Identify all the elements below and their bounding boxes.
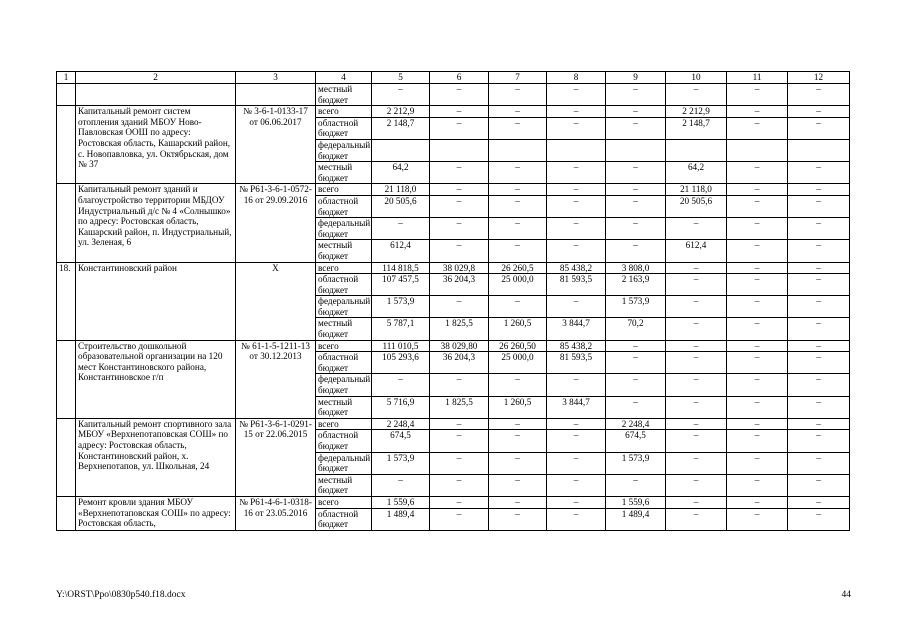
amount-cell: – [788, 474, 850, 496]
amount-cell: – [788, 508, 850, 530]
amount-cell: – [547, 418, 606, 430]
amount-cell: – [727, 318, 788, 340]
amount-cell: 2 148,7 [666, 117, 727, 139]
amount-cell [547, 139, 606, 161]
amount-cell: 2 163,9 [606, 274, 666, 296]
amount-cell: – [727, 418, 788, 430]
amount-cell: – [666, 274, 727, 296]
amount-cell: – [489, 430, 547, 452]
table-row [57, 106, 850, 118]
amount-cell: 26 260,5 [489, 262, 547, 274]
amount-cell: – [788, 184, 850, 196]
amount-cell: – [430, 452, 489, 474]
amount-cell: 1 559,6 [606, 496, 666, 508]
funding-source: всего [316, 106, 372, 118]
amount-cell: – [547, 195, 606, 217]
amount-cell: 25 000,0 [489, 352, 547, 374]
amount-cell: – [489, 296, 547, 318]
amount-cell: 3 844,7 [547, 318, 606, 340]
amount-cell: 3 844,7 [547, 396, 606, 418]
funding-source: областной бюджет [316, 352, 372, 374]
column-number: 1 [57, 72, 76, 84]
amount-cell: 1 573,9 [372, 296, 430, 318]
funding-source: областной бюджет [316, 117, 372, 139]
amount-cell: – [666, 508, 727, 530]
amount-cell: – [489, 418, 547, 430]
funding-source: местный бюджет [316, 318, 372, 340]
amount-cell: – [547, 240, 606, 262]
amount-cell: – [489, 84, 547, 106]
document-reference: № Р61-3-6-1-0291-15 от 22.06.2015 [236, 418, 316, 496]
amount-cell: – [788, 418, 850, 430]
column-number: 11 [727, 72, 788, 84]
amount-cell: – [666, 296, 727, 318]
amount-cell: – [606, 195, 666, 217]
amount-cell: 612,4 [372, 240, 430, 262]
amount-cell: – [666, 374, 727, 396]
amount-cell [788, 139, 850, 161]
amount-cell: – [788, 262, 850, 274]
amount-cell: 38 029,8 [430, 262, 489, 274]
funding-source: всего [316, 262, 372, 274]
funding-source: местный бюджет [316, 162, 372, 184]
amount-cell: 5 787,1 [372, 318, 430, 340]
amount-cell: – [606, 352, 666, 374]
funding-source: областной бюджет [316, 274, 372, 296]
amount-cell: 38 029,80 [430, 340, 489, 352]
amount-cell: – [727, 218, 788, 240]
amount-cell: – [788, 106, 850, 118]
amount-cell: 5 716,9 [372, 396, 430, 418]
funding-source: областной бюджет [316, 430, 372, 452]
amount-cell: – [547, 452, 606, 474]
amount-cell: – [666, 218, 727, 240]
amount-cell: – [547, 106, 606, 118]
column-number: 12 [788, 72, 850, 84]
amount-cell: – [489, 218, 547, 240]
document-reference: № 61-1-5-1211-13 от 30.12.2013 [236, 340, 316, 418]
amount-cell: – [430, 117, 489, 139]
object-name: Ремонт кровли здания МБОУ «Верхнепотаповская СОШ» по адресу: Ростовская область, [76, 496, 236, 530]
amount-cell: – [666, 262, 727, 274]
amount-cell: – [606, 474, 666, 496]
amount-cell: 36 204,3 [430, 274, 489, 296]
amount-cell: – [489, 452, 547, 474]
amount-cell: – [727, 352, 788, 374]
amount-cell: 2 148,7 [372, 117, 430, 139]
amount-cell: 1 559,6 [372, 496, 430, 508]
amount-cell: – [489, 195, 547, 217]
document-reference: № Р61-3-6-1-0572-16 от 29.09.2016 [236, 184, 316, 262]
amount-cell: 1 260,5 [489, 318, 547, 340]
item-number [57, 184, 76, 262]
amount-cell: – [788, 396, 850, 418]
amount-cell: – [430, 508, 489, 530]
amount-cell: 85 438,2 [547, 262, 606, 274]
amount-cell: – [606, 374, 666, 396]
amount-cell: – [547, 496, 606, 508]
amount-cell: 64,2 [372, 162, 430, 184]
item-number [57, 106, 76, 184]
object-name: Капитальный ремонт систем отопления зданий МБОУ Ново-Павловская ООШ по адресу: Ростовская область, Кашарский район, с. Новопавловка, ул. Октябрьская, дом № 37 [76, 106, 236, 184]
amount-cell: 674,5 [372, 430, 430, 452]
column-number: 9 [606, 72, 666, 84]
amount-cell: – [547, 374, 606, 396]
amount-cell: 612,4 [666, 240, 727, 262]
amount-cell: – [547, 184, 606, 196]
amount-cell: 105 293,6 [372, 352, 430, 374]
amount-cell: 1 573,9 [606, 452, 666, 474]
amount-cell: – [489, 508, 547, 530]
amount-cell: 2 248,4 [606, 418, 666, 430]
item-number [57, 340, 76, 418]
amount-cell: – [666, 452, 727, 474]
amount-cell: – [606, 340, 666, 352]
amount-cell: – [666, 84, 727, 106]
amount-cell: 20 505,6 [666, 195, 727, 217]
column-number-row [57, 72, 850, 84]
amount-cell: – [489, 496, 547, 508]
amount-cell: 1 573,9 [372, 452, 430, 474]
amount-cell: – [430, 296, 489, 318]
amount-cell: – [666, 496, 727, 508]
document-reference [236, 84, 316, 106]
funding-source: местный бюджет [316, 474, 372, 496]
amount-cell: – [372, 218, 430, 240]
amount-cell: – [547, 117, 606, 139]
amount-cell: – [606, 117, 666, 139]
amount-cell: – [430, 418, 489, 430]
amount-cell: – [430, 496, 489, 508]
funding-source: местный бюджет [316, 396, 372, 418]
column-number: 10 [666, 72, 727, 84]
item-number [57, 84, 76, 106]
amount-cell: – [727, 374, 788, 396]
amount-cell: – [666, 318, 727, 340]
amount-cell: – [727, 262, 788, 274]
amount-cell: 70,2 [606, 318, 666, 340]
amount-cell: – [489, 474, 547, 496]
column-number: 8 [547, 72, 606, 84]
amount-cell: – [788, 84, 850, 106]
amount-cell: – [606, 84, 666, 106]
table-row [57, 262, 850, 274]
object-name [76, 84, 236, 106]
amount-cell: – [372, 474, 430, 496]
amount-cell: – [788, 195, 850, 217]
amount-cell: – [489, 240, 547, 262]
amount-cell: – [489, 106, 547, 118]
amount-cell: – [727, 84, 788, 106]
funding-source: всего [316, 418, 372, 430]
amount-cell: – [727, 274, 788, 296]
amount-cell: 1 825,5 [430, 318, 489, 340]
funding-source: областной бюджет [316, 508, 372, 530]
funding-source: федеральный бюджет [316, 374, 372, 396]
amount-cell: – [788, 318, 850, 340]
amount-cell: 26 260,50 [489, 340, 547, 352]
column-number: 7 [489, 72, 547, 84]
column-number: 5 [372, 72, 430, 84]
amount-cell: – [547, 430, 606, 452]
amount-cell: – [788, 218, 850, 240]
amount-cell: – [788, 452, 850, 474]
amount-cell: – [547, 508, 606, 530]
amount-cell: – [489, 117, 547, 139]
funding-source: всего [316, 496, 372, 508]
document-reference: № 3-6-1-0133-17 от 06.06.2017 [236, 106, 316, 184]
amount-cell: – [430, 84, 489, 106]
amount-cell: – [606, 240, 666, 262]
amount-cell: 1 825,5 [430, 396, 489, 418]
amount-cell: 25 000,0 [489, 274, 547, 296]
amount-cell: 114 818,5 [372, 262, 430, 274]
amount-cell: – [727, 396, 788, 418]
amount-cell: – [430, 106, 489, 118]
amount-cell: – [547, 84, 606, 106]
amount-cell [372, 139, 430, 161]
amount-cell: – [430, 218, 489, 240]
amount-cell: – [727, 496, 788, 508]
amount-cell: 2 248,4 [372, 418, 430, 430]
amount-cell: – [430, 374, 489, 396]
amount-cell: 81 593,5 [547, 352, 606, 374]
table-row [57, 496, 850, 508]
column-number: 2 [76, 72, 236, 84]
table-row [57, 184, 850, 196]
amount-cell: – [727, 240, 788, 262]
object-name: Строительство дошкольной образовательной организации на 120 мест Константиновского района, Константиновское г/п [76, 340, 236, 418]
amount-cell: – [430, 240, 489, 262]
amount-cell: – [547, 218, 606, 240]
amount-cell: – [788, 374, 850, 396]
amount-cell: – [727, 296, 788, 318]
amount-cell: – [547, 162, 606, 184]
amount-cell: 674,5 [606, 430, 666, 452]
document-reference: Х [236, 262, 316, 340]
amount-cell: 1 489,4 [606, 508, 666, 530]
amount-cell: – [489, 162, 547, 184]
amount-cell: – [788, 296, 850, 318]
amount-cell: – [666, 418, 727, 430]
page-number: 44 [841, 590, 851, 600]
amount-cell: – [727, 106, 788, 118]
item-number [57, 418, 76, 496]
amount-cell [666, 139, 727, 161]
amount-cell: 81 593,5 [547, 274, 606, 296]
amount-cell: – [788, 352, 850, 374]
amount-cell: 85 438,2 [547, 340, 606, 352]
amount-cell: 21 118,0 [372, 184, 430, 196]
amount-cell: 1 489,4 [372, 508, 430, 530]
amount-cell: – [727, 117, 788, 139]
amount-cell: – [666, 352, 727, 374]
amount-cell [727, 139, 788, 161]
amount-cell: 1 573,9 [606, 296, 666, 318]
item-number [57, 496, 76, 530]
funding-source: всего [316, 340, 372, 352]
funding-source: местный бюджет [316, 240, 372, 262]
amount-cell: – [788, 496, 850, 508]
amount-cell: 20 505,6 [372, 195, 430, 217]
column-number: 4 [316, 72, 372, 84]
amount-cell: – [788, 240, 850, 262]
amount-cell: – [727, 162, 788, 184]
amount-cell: – [727, 430, 788, 452]
amount-cell: – [430, 474, 489, 496]
amount-cell: – [606, 396, 666, 418]
column-number: 3 [236, 72, 316, 84]
object-name: Капитальный ремонт зданий и благоустройство территории МБДОУ Индустриальный д/с № 4 «Солнышко» по адресу: Ростовская область, Кашарский район, п. Индустриальный, ул. Зеленая, 6 [76, 184, 236, 262]
funding-source: федеральный бюджет [316, 452, 372, 474]
amount-cell [430, 139, 489, 161]
amount-cell: – [606, 162, 666, 184]
amount-cell: – [727, 195, 788, 217]
funding-source: всего [316, 184, 372, 196]
amount-cell: – [666, 474, 727, 496]
amount-cell: – [788, 162, 850, 184]
amount-cell: – [489, 374, 547, 396]
table-row [57, 340, 850, 352]
amount-cell: 2 212,9 [372, 106, 430, 118]
amount-cell: – [372, 84, 430, 106]
amount-cell: 2 212,9 [666, 106, 727, 118]
amount-cell: – [788, 117, 850, 139]
column-number: 6 [430, 72, 489, 84]
amount-cell: – [372, 374, 430, 396]
amount-cell: – [788, 430, 850, 452]
amount-cell: – [727, 184, 788, 196]
funding-source: областной бюджет [316, 195, 372, 217]
amount-cell: – [727, 340, 788, 352]
amount-cell: – [727, 508, 788, 530]
object-name: Константиновский район [76, 262, 236, 340]
amount-cell: 64,2 [666, 162, 727, 184]
amount-cell: – [666, 396, 727, 418]
amount-cell: – [606, 184, 666, 196]
amount-cell: – [788, 340, 850, 352]
table-row [57, 84, 850, 106]
amount-cell: – [606, 218, 666, 240]
amount-cell: – [606, 106, 666, 118]
amount-cell: 21 118,0 [666, 184, 727, 196]
amount-cell: – [430, 430, 489, 452]
amount-cell: – [430, 162, 489, 184]
table-row [57, 418, 850, 430]
amount-cell: 36 204,3 [430, 352, 489, 374]
funding-source: федеральный бюджет [316, 218, 372, 240]
amount-cell: – [547, 474, 606, 496]
amount-cell: 111 010,5 [372, 340, 430, 352]
funding-source: местный бюджет [316, 84, 372, 106]
amount-cell: 107 457,5 [372, 274, 430, 296]
funding-source: федеральный бюджет [316, 296, 372, 318]
amount-cell: – [430, 195, 489, 217]
file-path: Y:\ORST\Ppo\0830p540.f18.docx [56, 590, 186, 600]
amount-cell: – [727, 452, 788, 474]
funding-source: федеральный бюджет [316, 139, 372, 161]
amount-cell: – [788, 274, 850, 296]
amount-cell: – [666, 430, 727, 452]
item-number: 18. [57, 262, 76, 340]
amount-cell [606, 139, 666, 161]
object-name: Капитальный ремонт спортивного зала МБОУ «Верхнепотаповская СОШ» по адресу: Ростовская область, Константиновский район, х. Верхнепотапов, ул. Школьная, 24 [76, 418, 236, 496]
document-reference: № Р61-4-6-1-0318-16 от 23.05.2016 [236, 496, 316, 530]
amount-cell: – [666, 340, 727, 352]
amount-cell: 1 260,5 [489, 396, 547, 418]
amount-cell: 3 808,0 [606, 262, 666, 274]
amount-cell: – [489, 184, 547, 196]
amount-cell: – [547, 296, 606, 318]
budget-table [56, 71, 850, 531]
table-body [57, 72, 850, 531]
amount-cell [489, 139, 547, 161]
amount-cell: – [430, 184, 489, 196]
amount-cell: – [727, 474, 788, 496]
